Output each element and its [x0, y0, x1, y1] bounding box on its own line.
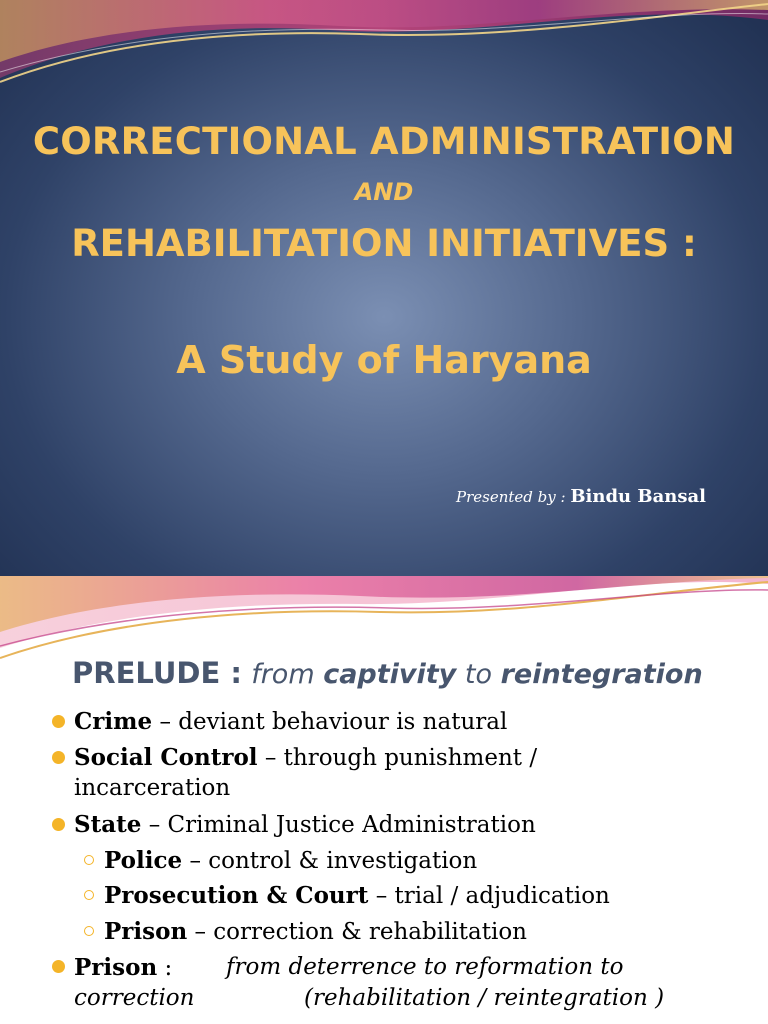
term: Police	[104, 847, 183, 874]
term: Prosecution & Court	[104, 882, 369, 909]
presenter-credit	[456, 486, 706, 507]
prelude-slide	[0, 576, 768, 1024]
term: Prison	[74, 954, 158, 981]
prison-italic-line-2	[74, 983, 194, 1014]
sub-captivity: captivity	[323, 659, 457, 690]
title-line-1: CORRECTIONAL ADMINISTRATION	[32, 120, 736, 163]
list-item-continuation: incarceration	[74, 775, 231, 801]
subtitle: A Study of Haryana	[176, 338, 592, 382]
list-item-crime	[74, 706, 507, 738]
description: – deviant behaviour is natural	[152, 709, 508, 735]
sub-item-prison	[104, 916, 527, 948]
description: – control & investigation	[182, 848, 478, 874]
presented-by-label: Presented by :	[455, 488, 571, 506]
term: Social Control	[74, 744, 258, 771]
sub-from: from	[251, 659, 324, 690]
title-and: AND	[354, 178, 414, 206]
slide-heading	[72, 656, 703, 690]
description: – through punishment /	[257, 745, 538, 771]
bullet-dot	[52, 751, 65, 764]
bullet-dot	[52, 715, 65, 728]
list-item-prison	[74, 952, 172, 984]
list-item-social-control	[74, 742, 537, 774]
description: – trial / adjudication	[368, 883, 610, 909]
prelude-subheading	[251, 659, 703, 690]
bullet-dot	[52, 818, 65, 831]
term: Crime	[74, 708, 153, 735]
sub-item-police	[104, 845, 477, 877]
sub-bullet-ring	[84, 855, 94, 865]
colon: :	[157, 955, 173, 981]
sub-bullet-ring	[84, 926, 94, 936]
description: – correction & rehabilitation	[187, 919, 527, 945]
sub-to: to	[456, 659, 501, 690]
italic-text: (rehabilitation / reintegration )	[304, 985, 665, 1011]
decorative-wave	[0, 576, 768, 666]
italic-text: correction	[74, 985, 195, 1011]
description: – Criminal Justice Administration	[141, 812, 536, 838]
sub-item-prosecution	[104, 880, 610, 912]
prelude-heading: PRELUDE :	[72, 656, 242, 690]
bullet-dot	[52, 960, 65, 973]
sub-reintegration: reintegration	[500, 659, 703, 690]
prison-italic-line-1	[226, 952, 623, 983]
term: State	[74, 811, 142, 838]
sub-bullet-ring	[84, 890, 94, 900]
prison-italic-line-3	[304, 983, 664, 1014]
list-item-state	[74, 809, 536, 841]
presenter-name: Bindu Bansal	[570, 486, 706, 507]
title-line-2: REHABILITATION INITIATIVES :	[71, 222, 697, 265]
italic-text: from deterrence to reformation to	[226, 954, 624, 980]
term: Prison	[104, 918, 188, 945]
decorative-wave	[0, 0, 768, 110]
